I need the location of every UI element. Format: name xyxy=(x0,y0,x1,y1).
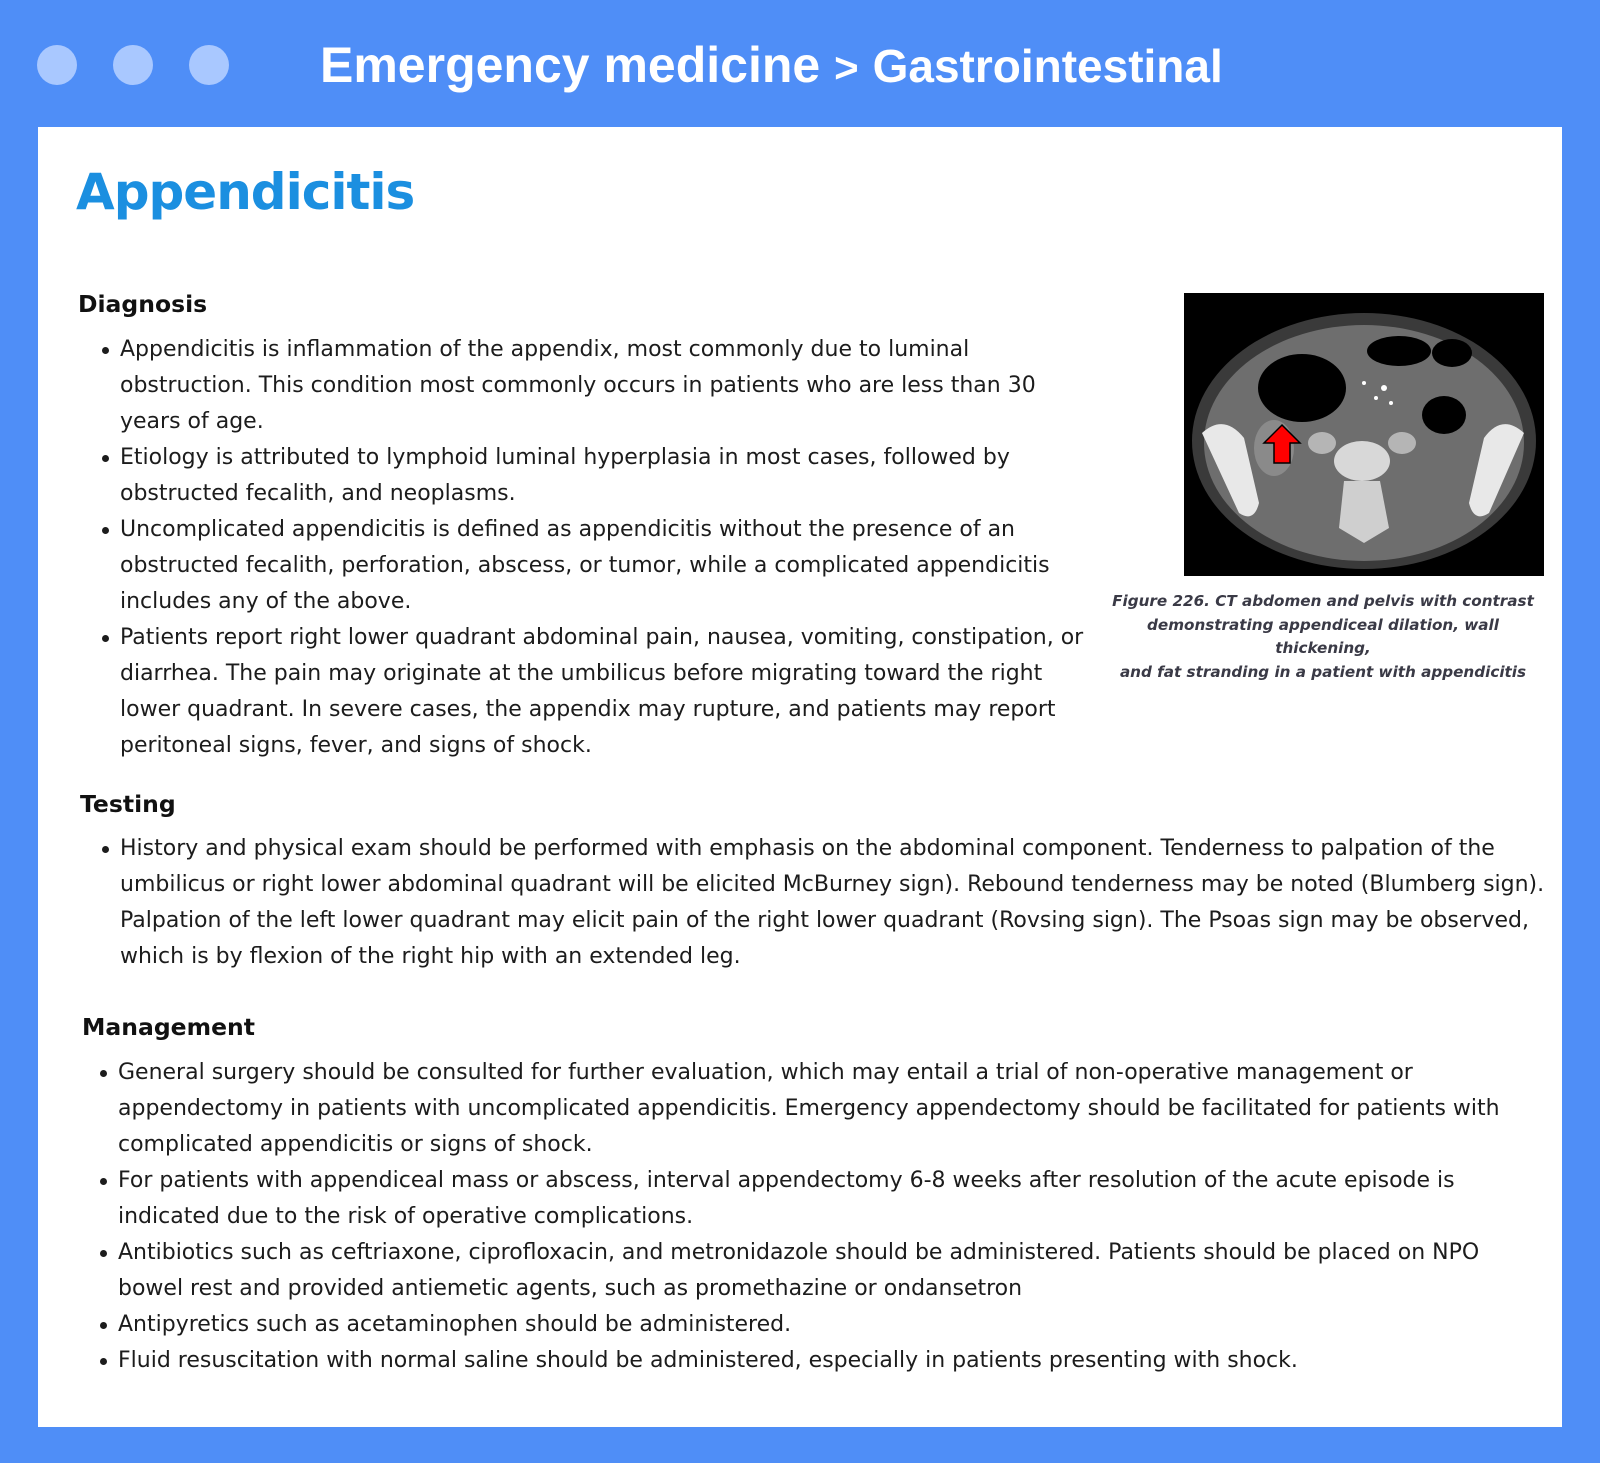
breadcrumb-parent[interactable]: Emergency medicine xyxy=(320,37,821,93)
window-dot-2[interactable] xyxy=(113,45,153,85)
breadcrumb xyxy=(320,30,1320,103)
list-item: Antipyretics such as acetaminophen should be administered. xyxy=(76,1307,1551,1343)
list-item: Etiology is attributed to lymphoid luminal hyperplasia in most cases, followed by obstructed fecalith, and neoplasms. xyxy=(78,440,1098,512)
window-dot-3[interactable] xyxy=(189,45,229,85)
management-list xyxy=(76,1055,1551,1379)
window-titlebar xyxy=(0,0,1600,128)
management-heading: Management xyxy=(82,1013,255,1041)
diagnosis-list xyxy=(78,332,1098,764)
figure-caption xyxy=(1108,590,1538,684)
window-dot-1[interactable] xyxy=(37,45,77,85)
ct-scan-image xyxy=(1184,293,1544,576)
content-page xyxy=(38,127,1562,1427)
caption-line: Figure 226. CT abdomen and pelvis with contrast xyxy=(1112,592,1534,610)
list-item: Uncomplicated appendicitis is defined as appendicitis without the presence of an obstructed fecalith, perforation, abscess, or tumor, while a complicated appendicitis includes any of the above. xyxy=(78,512,1098,620)
list-item: Appendicitis is inflammation of the appendix, most commonly due to luminal obstruction. This condition most commonly occurs in patients who are less than 30 years of age. xyxy=(78,332,1098,440)
caption-line: demonstrating appendiceal dilation, wall thickening, xyxy=(1147,615,1499,657)
page-title: Appendicitis xyxy=(76,163,415,221)
list-item: For patients with appendiceal mass or abscess, interval appendectomy 6-8 weeks after resolution of the acute episode is indicated due to the risk of operative complications. xyxy=(76,1163,1551,1235)
list-item: General surgery should be consulted for further evaluation, which may entail a trial of non-operative management or appendectomy in patients with uncomplicated appendicitis. Emergency appendectomy should be facilitated for patients with complicated appendicitis or signs of shock. xyxy=(76,1055,1551,1163)
list-item: History and physical exam should be performed with emphasis on the abdominal component. Tenderness to palpation of the umbilicus or right lower abdominal quadrant will be elicited McBurney sign). Rebound tenderness may be noted (Blumberg sign). Palpation of the left lower quadrant may elicit pain of the right lower quadrant (Rovsing sign). The Psoas sign may be observed, which is by flexion of the right hip with an extended leg. xyxy=(78,831,1553,975)
testing-list xyxy=(78,831,1553,975)
list-item: Antibiotics such as ceftriaxone, ciprofloxacin, and metronidazole should be administered. Patients should be placed on NPO bowel rest and provided antiemetic agents, such as promethazine or ondansetron xyxy=(76,1235,1551,1307)
breadcrumb-separator: > xyxy=(834,44,859,91)
list-item: Fluid resuscitation with normal saline should be administered, especially in patients presenting with shock. xyxy=(76,1343,1551,1379)
caption-line: and fat stranding in a patient with appendicitis xyxy=(1119,662,1527,681)
ct-figure xyxy=(1108,293,1538,684)
diagnosis-heading: Diagnosis xyxy=(78,290,208,318)
list-item: Patients report right lower quadrant abdominal pain, nausea, vomiting, constipation, or diarrhea. The pain may originate at the umbilicus before migrating toward the right lower quadrant. In severe cases, the appendix may rupture, and patients may report peritoneal signs, fever, and signs of shock. xyxy=(78,620,1098,764)
testing-heading: Testing xyxy=(80,790,176,818)
breadcrumb-current: Gastrointestinal xyxy=(872,40,1223,92)
